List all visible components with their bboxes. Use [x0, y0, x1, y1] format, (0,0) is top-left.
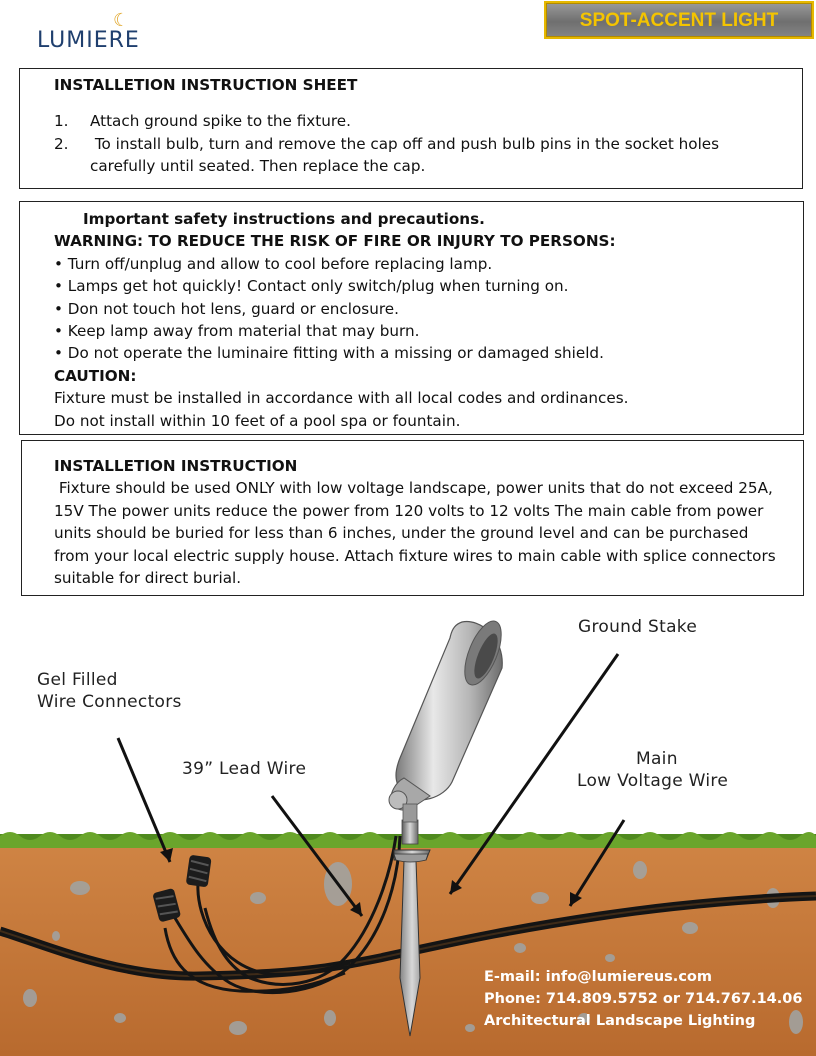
contact-tagline: Architectural Landscape Lighting — [484, 1013, 756, 1029]
step-text: Attach ground spike to the fixture. — [90, 112, 351, 131]
product-badge: SPOT-ACCENT LIGHT — [544, 1, 814, 39]
installation-line: suitable for direct burial. — [54, 569, 242, 588]
installation-line: units should be buried for less than 6 inches, under the ground level and can be purchased — [54, 524, 749, 543]
contact-email: E-mail: info@lumiereus.com — [484, 969, 712, 985]
contact-block — [484, 966, 802, 1032]
installation-line: 15V The power units reduce the power from 120 volts to 12 volts The main cable from power — [54, 501, 764, 520]
instruction-step — [54, 133, 788, 178]
safety-list — [54, 253, 789, 365]
safety-item: • Don not touch hot lens, guard or enclosure. — [54, 298, 789, 320]
installation-line: Fixture should be used ONLY with low voltage landscape, power units that do not exceed 25A, — [54, 479, 773, 498]
label-ground-stake: Ground Stake — [578, 617, 698, 637]
label-main: Main — [636, 749, 678, 769]
step-number: 2. — [54, 134, 69, 153]
wire-connector — [186, 855, 212, 888]
label-wire-connectors: Wire Connectors — [37, 692, 182, 712]
safety-title: Important safety instructions and precautions. — [83, 210, 485, 228]
brand-name: LUMIERE — [37, 28, 140, 53]
installation-line: from your local electric supply house. Attach fixture wires to main cable with splice connectors — [54, 546, 776, 565]
label-gel-filled: Gel Filled — [37, 670, 118, 690]
crescent-moon-icon: ☾ — [113, 10, 130, 30]
safety-box — [19, 201, 804, 435]
safety-item: • Do not operate the luminaire fitting with a missing or damaged shield. — [54, 342, 789, 364]
installation-title: INSTALLETION INSTRUCTION — [54, 457, 298, 475]
safety-item: • Keep lamp away from material that may burn. — [54, 320, 789, 342]
installation-box — [21, 440, 804, 596]
safety-item: • Turn off/unplug and allow to cool before replacing lamp. — [54, 253, 789, 275]
safety-item: • Lamps get hot quickly! Contact only switch/plug when turning on. — [54, 275, 789, 297]
caution-line: Fixture must be installed in accordance with all local codes and ordinances. — [54, 389, 629, 408]
brand-logo — [37, 10, 177, 58]
contact-phone: Phone: 714.809.5752 or 714.767.14.06 — [484, 991, 803, 1007]
spotlight-fixture — [389, 616, 509, 822]
label-low-voltage-wire: Low Voltage Wire — [577, 771, 729, 791]
label-lead-wire: 39” Lead Wire — [182, 759, 307, 779]
caution-heading: CAUTION: — [54, 366, 137, 385]
instruction-sheet-title: INSTALLETION INSTRUCTION SHEET — [54, 76, 358, 94]
instruction-step — [54, 110, 788, 132]
step-text: To install bulb, turn and remove the cap off and push bulb pins in the socket holes carefully until seated. Then replace the cap. — [90, 134, 724, 176]
step-number: 1. — [54, 112, 69, 131]
instruction-steps — [54, 110, 788, 177]
warning-heading: WARNING: TO REDUCE THE RISK OF FIRE OR INJURY TO PERSONS: — [54, 232, 616, 251]
caution-line: Do not install within 10 feet of a pool spa or fountain. — [54, 411, 461, 430]
instruction-sheet-box — [19, 68, 803, 189]
